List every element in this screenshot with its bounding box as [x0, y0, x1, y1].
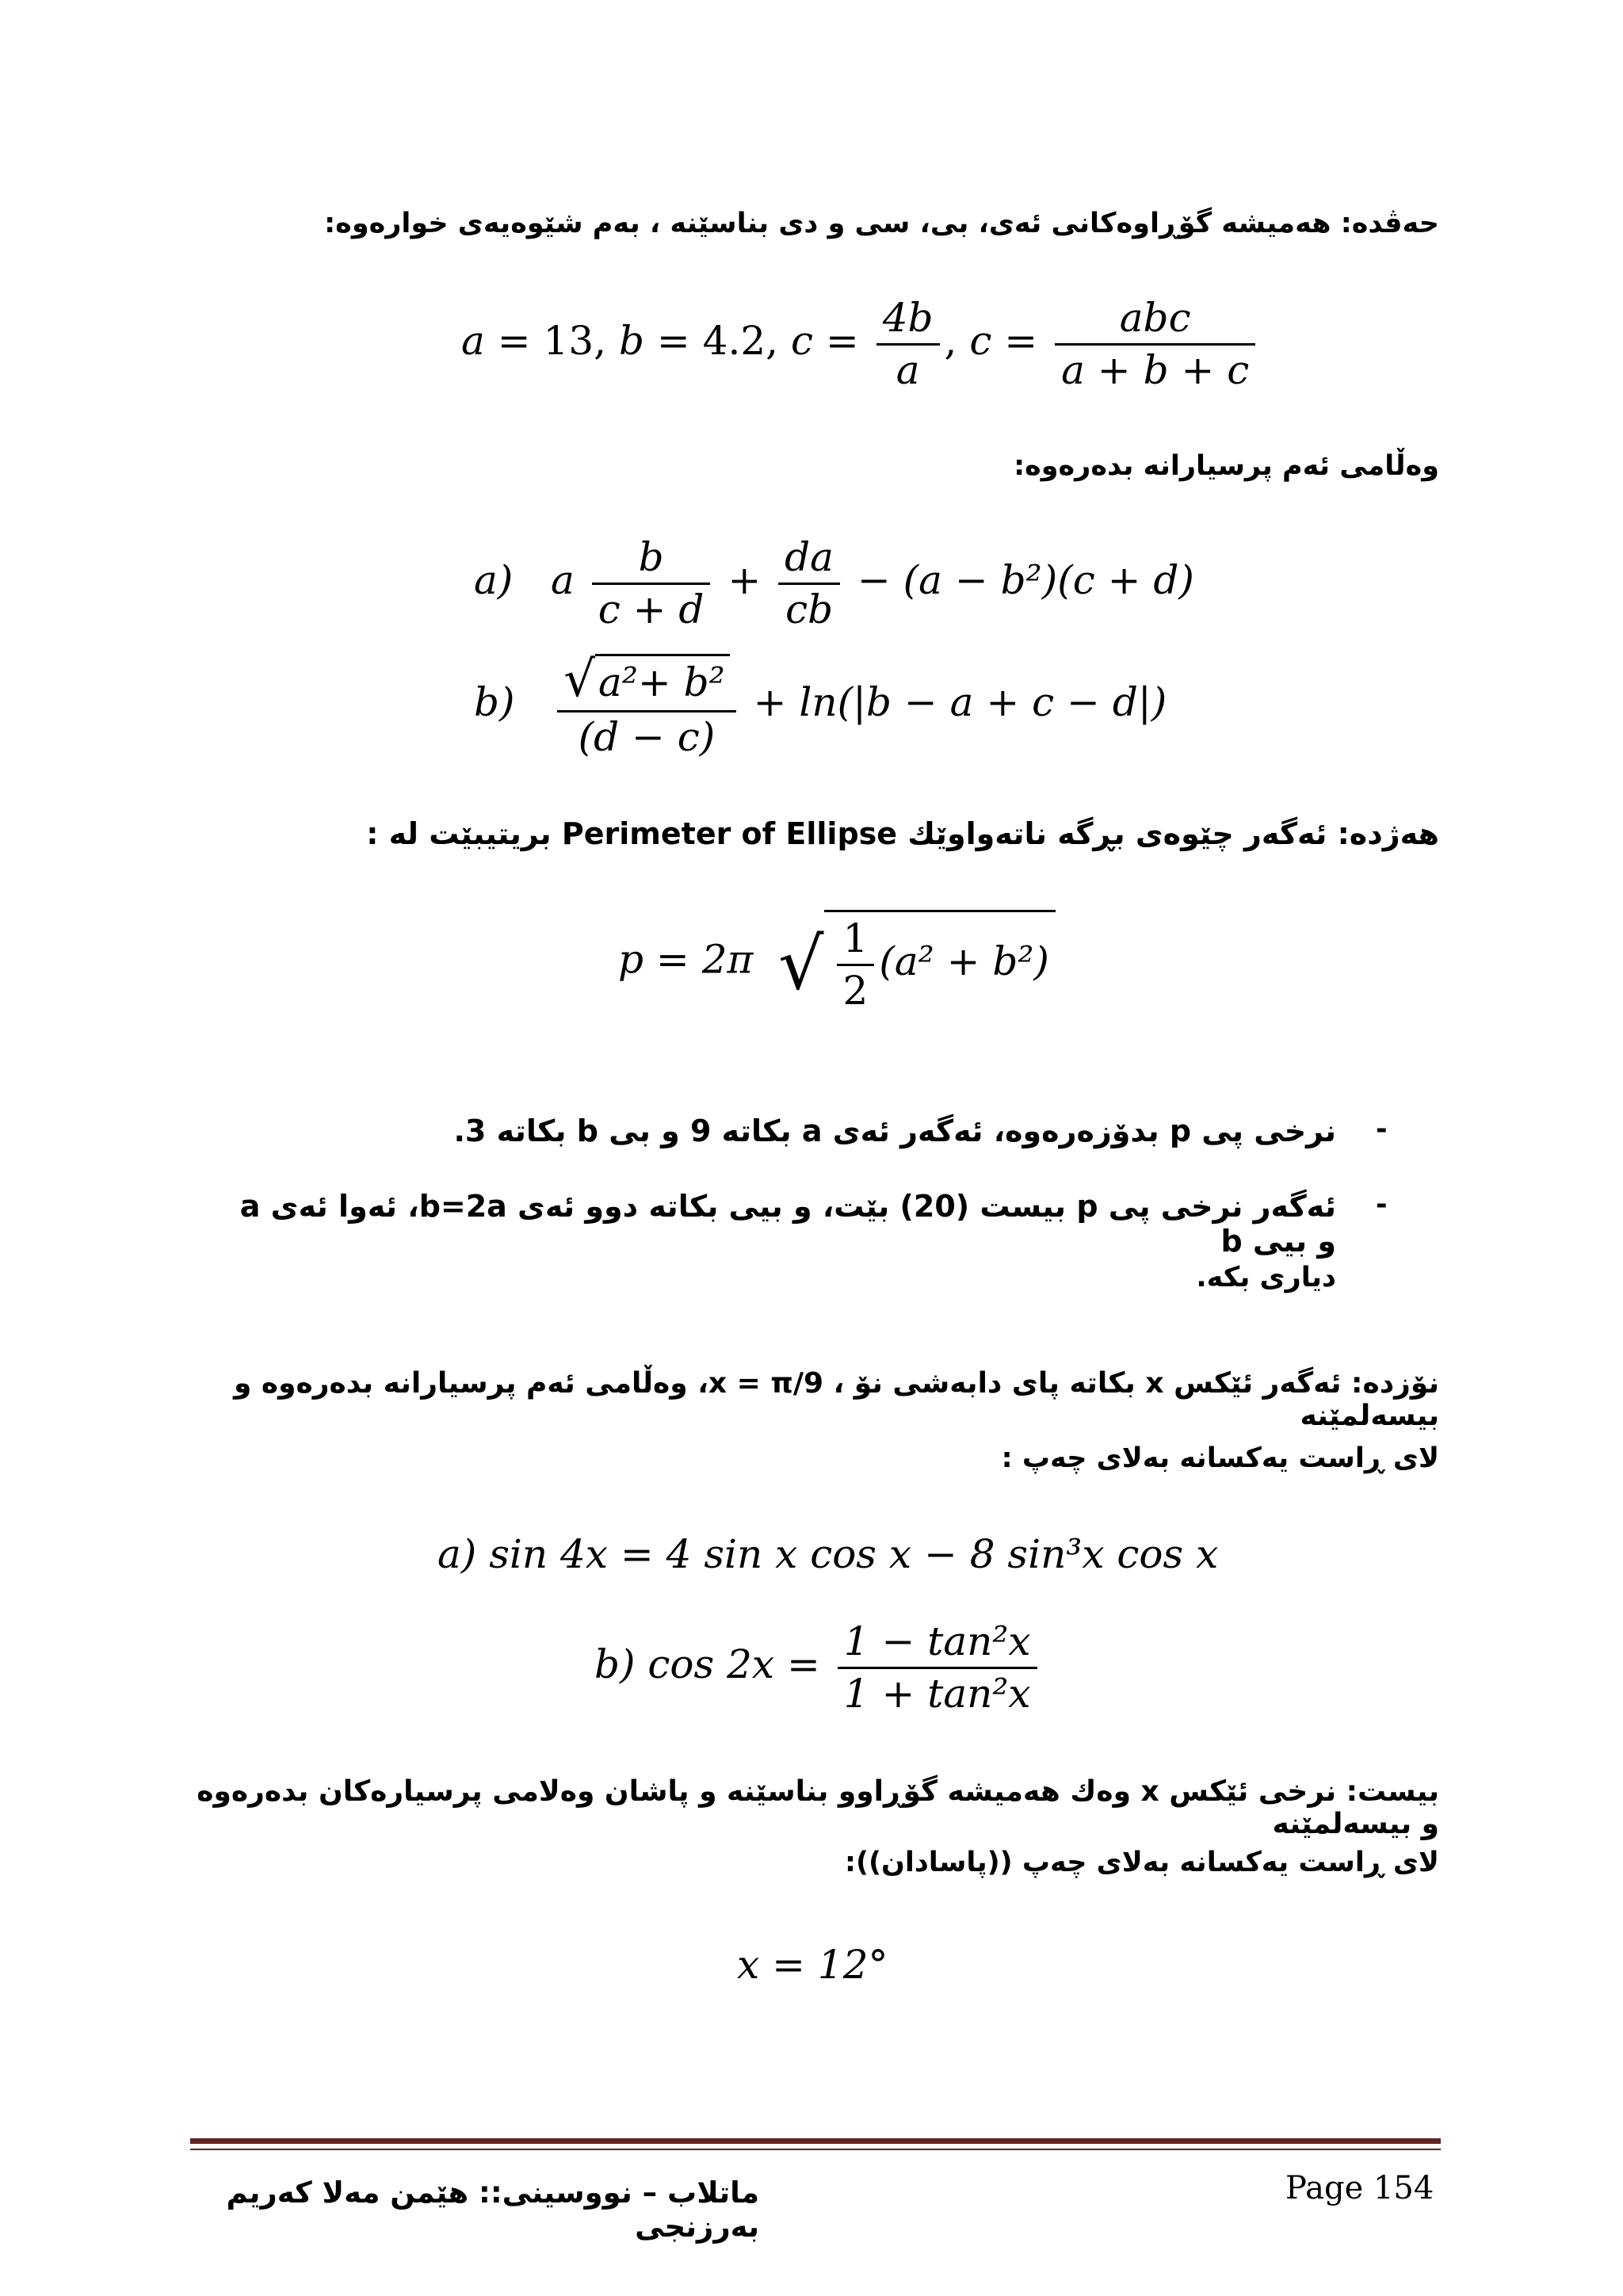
q17-definition: a = 13, b = 4.2, c = $\frac{4b}{a}$ , c = $\frac{\text{abc}}{a + b + c}$ [461, 293, 1260, 395]
q17-answer-prompt: وەڵامی ئەم پرسیارانە بدەرەوە: [1014, 450, 1439, 482]
q19-line1: نۆزدە: ئەگەر ئێکس x بکاتە پای دابەشی نۆ ، x = π/9، وەڵامی ئەم پرسیارانە بدەرەوە و بیسەلمێنە [233, 1367, 1439, 1432]
footer-rule-thin [190, 2149, 1441, 2150]
q20-line1: بیست: نرخی ئێکس x وەك هەمیشە گۆڕاوو بناسێنە و پاشان وەلامی پرسیارەکان بدەرەوە و بیسەلمێنە [197, 1775, 1439, 1840]
q18-bullet1: نرخی پی p بدۆزەرەوە، ئەگەر ئەی a بکاتە 9 و بی b بکاتە 3. [453, 1114, 1336, 1148]
page-number: Page 154 [1285, 2170, 1434, 2206]
q18-bullet2-mark: - [1376, 1189, 1388, 1221]
q20-line2: لای ڕاست یەکسانە بەلای چەپ ((پاسادان)): [844, 1847, 1439, 1878]
footer-rule-thick [190, 2138, 1441, 2144]
q17-expression-a: a) a $\frac{b}{c + d}$ + $\frac{da}{cb}$ − (a − b²)(c + d) [474, 534, 1194, 632]
q17-intro: حەڤدە: هەمیشە گۆڕاوەکانی ئەی، بی، سی و دی بناسێنە ، بەم شێوەیەی خوارەوە: [324, 208, 1439, 239]
q18-bullet1-mark: - [1376, 1114, 1388, 1145]
q18-bullet2-line1: ئەگەر نرخی پی p بیست (20) بێت، و بیی بکاتە دوو ئەی b=2a، ئەوا ئەی a و بیی b [239, 1189, 1336, 1259]
q17-expression-b: b) $\frac{\text{√a²+ b²}}{(d - c)}$ + ln(|b − a + c − d|) [474, 650, 1167, 761]
q18-bullet2-line2: دیاری بکە. [1196, 1262, 1336, 1293]
q18-perimeter-formula: p = 2π √ $\frac{1}{2}$ (a² + b²) [618, 910, 1056, 1015]
footer-author: ماتلاب – نووسینی:: هێمن مەلا کەریم بەرزنجی [226, 2176, 759, 2244]
q19-equation-b: b) cos 2x = $\frac{\text{1 − tan²x}}{\text{1 + tan²x}}$ [594, 1617, 1042, 1718]
q19-line2: لای ڕاست یەکسانە بەلای چەپ : [1001, 1442, 1439, 1474]
q18-intro: هەژدە: ئەگەر چێوەی بڕگە ناتەواوێك Perimeter of Ellipse بریتیبێت لە : [366, 816, 1439, 851]
q19-equation-a: a) sin 4x = 4 sin x cos x − 8 sin³x cos x [437, 1531, 1219, 1577]
q20-value: x = 12° [737, 1942, 888, 1988]
